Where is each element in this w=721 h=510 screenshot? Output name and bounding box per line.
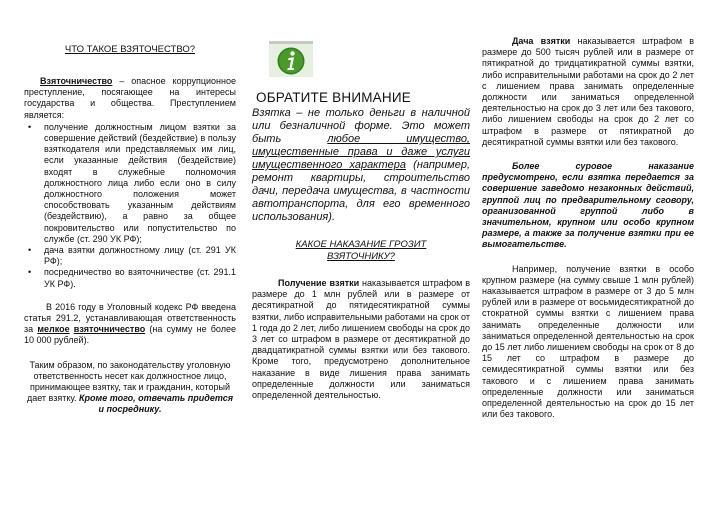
bribery-definition <box>24 76 236 121</box>
penalty-title: КАКОЕ НАКАЗАНИЕ ГРОЗИТ ВЗЯТОЧНИКУ? <box>295 239 427 262</box>
notice-text: Взятка – не только деньги в наличной или безналичной форме. Это может быть любое имущество, имущественные права и даже услуги имущественного характера (например, ремонт квартиры, строительство дачи, передача имущества, в частности автотранспорта, для его временного использования). <box>252 107 471 223</box>
list-item: • посредничество во взяточничестве (ст. 291.1 УК РФ). <box>28 267 236 289</box>
middle-column <box>252 107 470 401</box>
info-icon <box>268 40 314 78</box>
bullet-icon: • <box>28 121 32 132</box>
right-column <box>482 0 694 421</box>
intermediary-note: Кроме того, отвечать придется и посреднику. <box>79 393 234 415</box>
petty-bribery-paragraph: В 2016 году в Уголовный кодекс РФ введена статья 291.2, устанавливающая ответственность за мелкое взяточничество (на сумму не более 10 000 рублей). <box>24 301 236 346</box>
list-item: • получение должностным лицом взятки за совершение действий (бездействие) в пользу взяткодателя или представляемых им лиц, если указанные действия (бездействие) входят в служебные полномочия должностного лица либо если оно в силу должностного положения может способствовать указанным действиям (бездействию), а равно за общее покровительство или попустительство по службе (ст. 290 УК РФ); <box>28 121 236 244</box>
liability-paragraph: Таким образом, по законодательству уголовную ответственность несет как должностное лицо, принимающее взятку, так и гражданин, который дает взятку. Кроме того, отвечать придется и посреднику. <box>26 359 234 415</box>
petty-bribery-term: взяточничество <box>73 324 146 335</box>
left-column <box>24 0 236 416</box>
petty-word: мелкое <box>37 324 70 335</box>
notice-underlined: любое имущество, имущественные права и даже услуги имущественного характера <box>252 133 470 171</box>
bribery-definition-title: ЧТО ТАКОЕ ВЗЯТОЧЕСТВО? <box>64 44 196 55</box>
notice-title: ОБРАТИТЕ ВНИМАНИЕ <box>256 90 411 105</box>
bullet-icon: • <box>28 267 32 278</box>
severe-penalty-paragraph: Более суровое наказание предусмотрено, если взятка передается за совершение заведомо незаконных действий, группой лиц по предварительному сговору, организованной группой либо в значительном, крупном или особо крупном размере, а также за получение взятки при ее вымогательстве. <box>482 161 694 250</box>
receiving-bribe-term: Получение взятки <box>278 278 360 288</box>
bullet-icon: • <box>28 245 32 256</box>
penalty-text: Получение взятки наказывается штрафом в размере до 1 млн рублей или в размере от десятикратной до пятидесятикратной суммы взятки, либо исправительными работами на срок от 1 года до 2 лет, либо лишением свободы на срок до 3 лет со штрафом в размере от десятикратной до двадцатикратной суммы взятки или без такового. Кроме того, предусмотрено дополнительное наказание в виде лишения права занимать определенные должности или заниматься определенной деятельностью. <box>252 278 470 401</box>
list-item: • дача взятки должностному лицу (ст. 291 УК РФ); <box>28 245 236 267</box>
giving-bribe-paragraph: Дача взятки наказывается штрафом в размере до 500 тысяч рублей или в размере от пятикратной до тридцатикратной суммы взятки, либо исправительными работами на срок до 2 лет с лишением права занимать определенные должности или заниматься определенной деятельностью на срок до 3 лет или без такового, либо лишением свободы на срок до 2 лет со штрафом в размере от пятикратной до десятикратной суммы взятки или без такового. <box>482 36 694 147</box>
giving-bribe-term: Дача взятки <box>512 36 571 46</box>
bribery-term: Взяточничество <box>40 76 113 86</box>
example-paragraph: Например, получение взятки в особо крупном размере (на сумму свыше 1 млн рублей) наказывается штрафом в размере от 3 до 5 млн рублей или в размере от восьмидесятикратной до стократной суммы взятки с лишением права занимать определенные должности или заниматься определенной деятельностью на срок до 15 лет либо лишением свободы на срок от 8 до 15 лет со штрафом в размере до семидесятикратной суммы взятки или без такового и с лишением права занимать определенные должности или заниматься определенной деятельностью на срок до 15 лет или без такового. <box>482 263 694 420</box>
bribery-definition-text: – опасное коррупционное преступление, посягающее на интересы государства и общества. Преступлением является: <box>24 76 236 120</box>
offense-list <box>24 122 236 290</box>
